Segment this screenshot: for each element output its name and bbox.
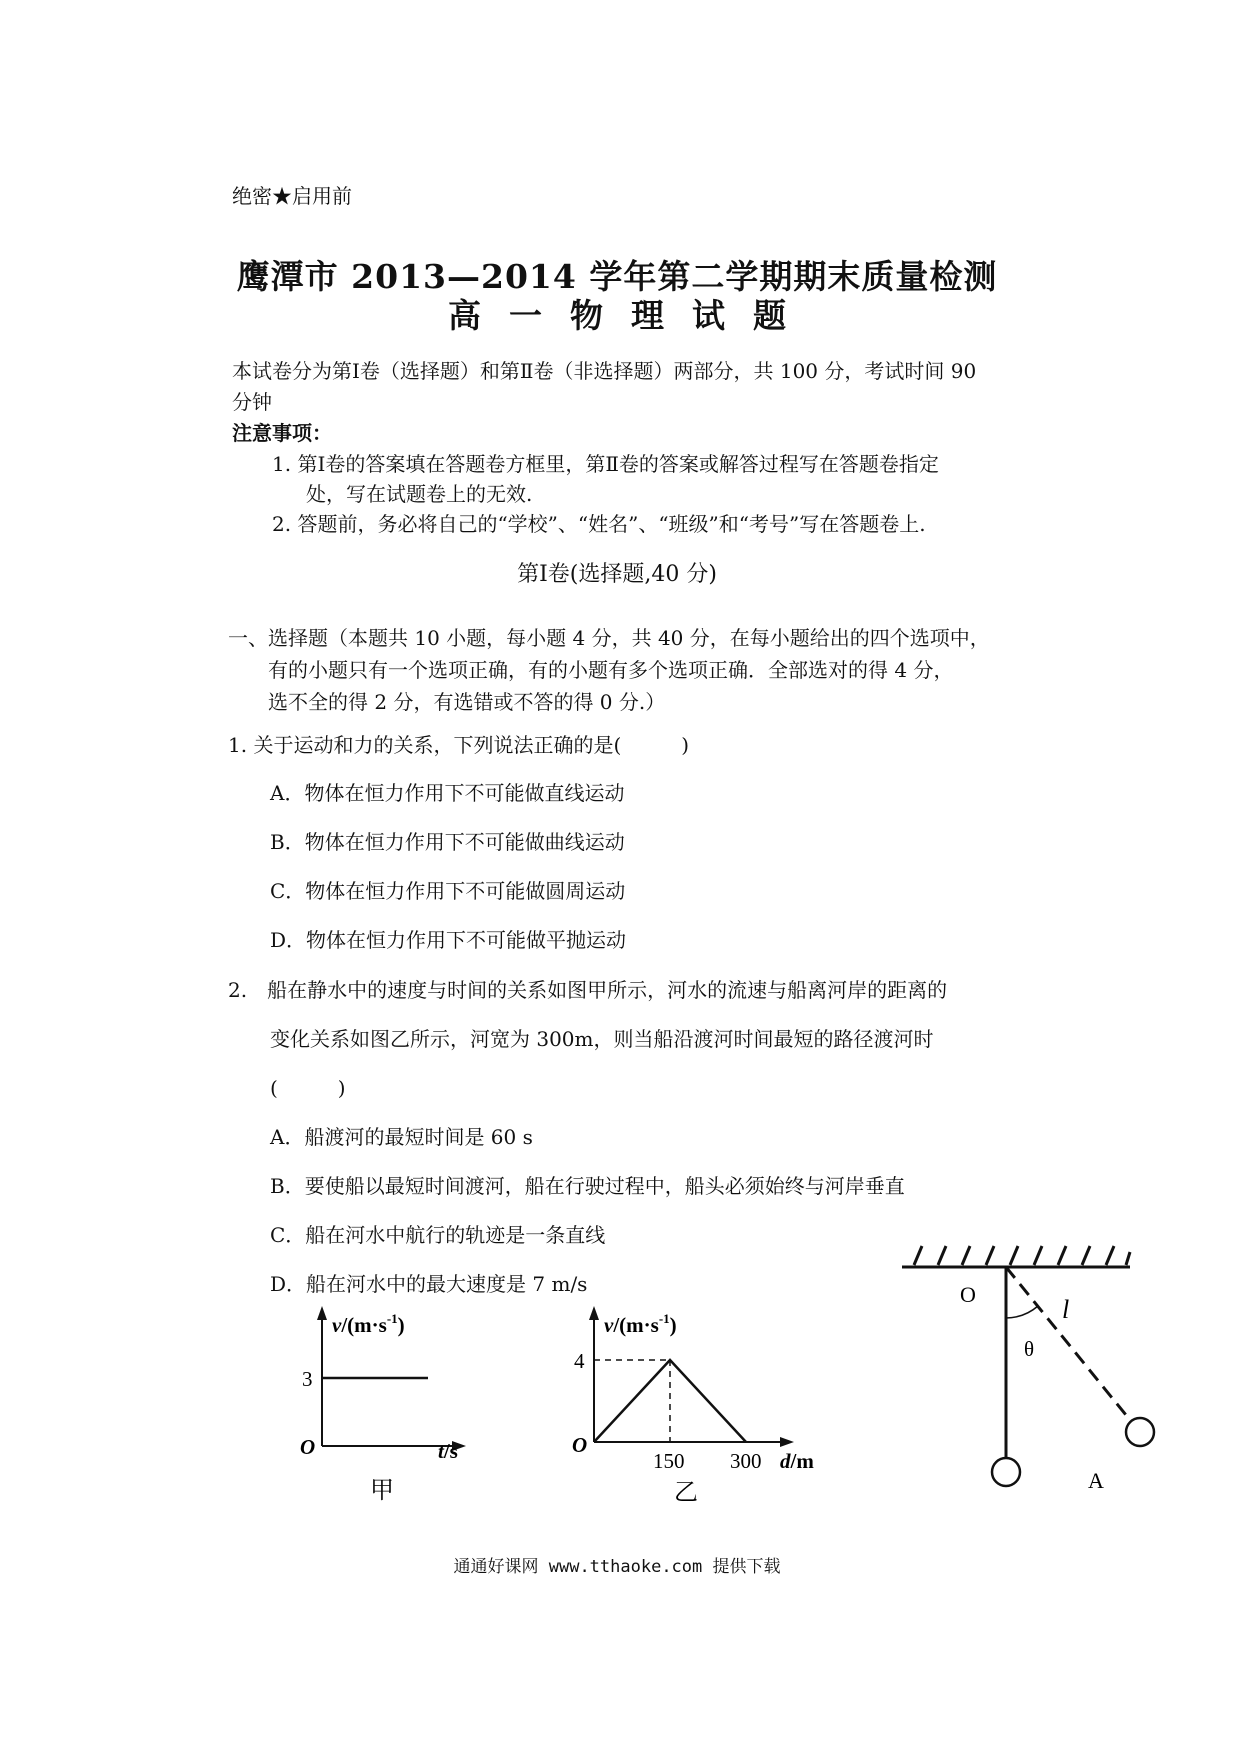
section-instructions-line-3: 选不全的得 2 分，有选错或不答的得 0 分.） [268, 690, 666, 714]
question-2-option-a: A．船渡河的最短时间是 60 s [270, 1125, 533, 1149]
pendulum-ball-a [1126, 1418, 1154, 1446]
jia-y-arrow [317, 1306, 327, 1320]
yi-caption: 乙 [674, 1480, 698, 1506]
question-2-option-b: B．要使船以最短时间渡河，船在行驶过程中，船头必须始终与河岸垂直 [270, 1174, 905, 1198]
pendulum-ceiling-hatching [914, 1246, 1130, 1265]
pendulum-ball-bottom [992, 1458, 1020, 1486]
intro-line-2: 分钟 [232, 390, 272, 414]
yi-x-arrow [780, 1437, 794, 1447]
pendulum-angle-arc [1006, 1306, 1038, 1318]
question-1-stem: 1. 关于运动和力的关系，下列说法正确的是( ) [228, 733, 690, 757]
figure-jia [300, 1306, 466, 1504]
pendulum-label-l: l [1062, 1295, 1070, 1324]
jia-caption: 甲 [370, 1478, 394, 1504]
exam-subtitle: 高一物理试题 [448, 296, 814, 335]
question-2-stem-line-3: ( ) [270, 1076, 346, 1100]
question-2-stem-line-1: 2. 船在静水中的速度与时间的关系如图甲所示，河水的流速与船离河岸的距离的 [228, 978, 948, 1002]
yi-ylabel: $v/(m\cdot s^{-1})$ [604, 1311, 677, 1337]
pendulum-label-theta: θ [1024, 1337, 1035, 1361]
notice-1-line-1: 1. 第Ⅰ卷的答案填在答题卷方框里，第Ⅱ卷的答案或解答过程写在答题卷指定 [272, 452, 939, 476]
question-2-option-c: C．船在河水中航行的轨迹是一条直线 [270, 1223, 606, 1247]
yi-tick-y: 4 [574, 1349, 585, 1373]
pendulum-label-o: O [960, 1282, 976, 1307]
question-2-option-d: D．船在河水中的最大速度是 7 m/s [270, 1272, 588, 1296]
question-1-option-d: D．物体在恒力作用下不可能做平抛运动 [270, 928, 627, 952]
section-instructions-line-2: 有的小题只有一个选项正确，有的小题有多个选项正确．全部选对的得 4 分， [268, 658, 954, 682]
question-1-option-b: B．物体在恒力作用下不可能做曲线运动 [270, 830, 625, 854]
section-instructions-line-1: 一、选择题（本题共 10 小题，每小题 4 分，共 40 分，在每小题给出的四个选项中， [228, 626, 990, 650]
notice-1-line-2: 处，写在试题卷上的无效. [306, 482, 533, 506]
yi-xlabel: d/m [780, 1449, 814, 1473]
notice-title: 注意事项： [232, 421, 332, 445]
question-1-option-c: C．物体在恒力作用下不可能做圆周运动 [270, 879, 626, 903]
yi-tick-x-300: 300 [730, 1449, 762, 1473]
yi-y-arrow [589, 1306, 599, 1320]
jia-ylabel: $v/(m\cdot s^{-1})$ [332, 1311, 405, 1337]
jia-origin: O [300, 1435, 316, 1459]
jia-tick-y: 3 [302, 1367, 313, 1391]
notice-2: 2. 答题前，务必将自己的“学校”、“姓名”、“班级”和“考号”写在答题卷上. [272, 512, 926, 536]
yi-tick-x-150: 150 [653, 1449, 685, 1473]
jia-xlabel: t/s [438, 1439, 458, 1463]
exam-title: 鹰潭市 2013—2014 学年第二学期期末质量检测 [236, 257, 998, 296]
intro-line-1: 本试卷分为第Ⅰ卷（选择题）和第Ⅱ卷（非选择题）两部分，共 100 分，考试时间 90 [232, 359, 977, 383]
section-heading: 第Ⅰ卷(选择题,40 分) [517, 562, 717, 587]
footer-credit: 通通好课网 www.tthaoke.com 提供下载 [453, 1557, 781, 1577]
question-1-option-a: A．物体在恒力作用下不可能做直线运动 [270, 781, 625, 805]
confidential-mark: 绝密★启用前 [232, 184, 352, 208]
figure-yi [572, 1306, 814, 1506]
pendulum-label-a: A [1088, 1468, 1104, 1493]
figure-pendulum [902, 1246, 1154, 1493]
yi-origin: O [572, 1433, 588, 1457]
question-2-stem-line-2: 变化关系如图乙所示，河宽为 300m，则当船沿渡河时间最短的路径渡河时 [270, 1027, 934, 1051]
